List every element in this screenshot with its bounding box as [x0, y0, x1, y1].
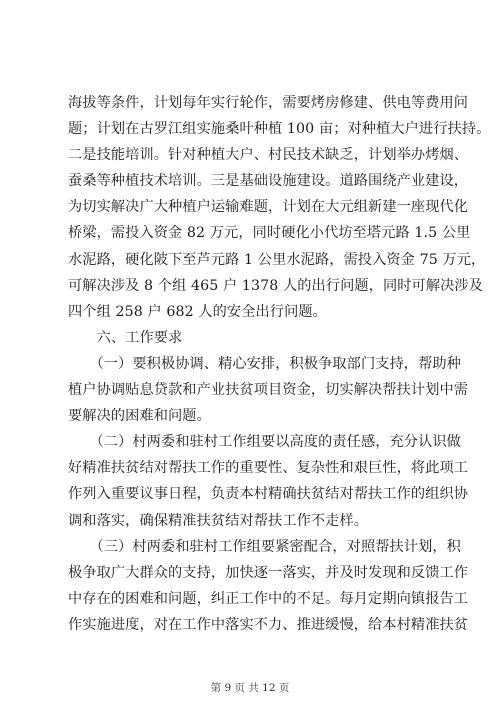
text-line: 可解决涉及 8 个组 465 户 1378 人的出行问题，同时可解决涉及	[68, 277, 483, 294]
section-heading: 六、工作要求	[68, 329, 183, 346]
text-line: 题；计划在古罗江组实施桑叶种植 100 亩；对种植大户进行扶持。	[68, 121, 491, 138]
page-number-footer: 第 9 页 共 12 页	[210, 682, 290, 694]
text-line: （二）村两委和驻村工作组要以高度的责任感，充分认识做	[68, 434, 461, 451]
text-line: 植户协调贴息贷款和产业扶贫项目资金，切实解决帮扶计划中需	[68, 382, 469, 399]
text-line: 水泥路，硬化陂下至芦元路 1 公里水泥路，需投入资金 75 万元，	[68, 251, 486, 268]
text-line: 极争取广大群众的支持，加快逐一落实，并及时发现和反馈工作	[68, 564, 469, 581]
text-line: （三）村两委和驻村工作组要紧密配合，对照帮扶计划，积	[68, 538, 461, 555]
text-line: 桥梁，需投入资金 82 万元，同时硬化小代坊至塔元路 1.5 公里	[68, 225, 471, 242]
text-line: 海拔等条件，计划每年实行轮作，需要烤房修建、供电等费用问	[68, 95, 469, 111]
body-text	[68, 90, 491, 638]
text-line: 二是技能培训。针对种植大户、村民技术缺乏，计划举办烤烟、	[68, 147, 469, 164]
text-line: 中存在的困难和问题，纠正工作中的不足。每月定期向镇报告工	[68, 590, 469, 607]
text-line: 作列入重要议事日程，负责本村精确扶贫结对帮扶工作的组织协	[68, 486, 469, 503]
text-line: （一）要积极协调、精心安排，积极争取部门支持，帮助种	[68, 355, 461, 372]
text-line: 作实施进度，对在工作中落实不力、推进缓慢，给本村精准扶贫	[68, 616, 469, 633]
text-line: 为切实解决广大种植户运输难题，计划在大元组新建一座现代化	[68, 199, 469, 216]
text-line: 蚕桑等种植技术培训。三是基础设施建设。道路围绕产业建设，	[68, 173, 469, 190]
text-line: 四个组 258 户 682 人的安全出行问题。	[68, 303, 327, 320]
text-line: 好精准扶贫结对帮扶工作的重要性、复杂性和艰巨性，将此项工	[68, 460, 469, 477]
text-line: 要解决的困难和问题。	[68, 408, 211, 425]
text-line: 调和落实，确保精准扶贫结对帮扶工作不走样。	[68, 512, 369, 529]
